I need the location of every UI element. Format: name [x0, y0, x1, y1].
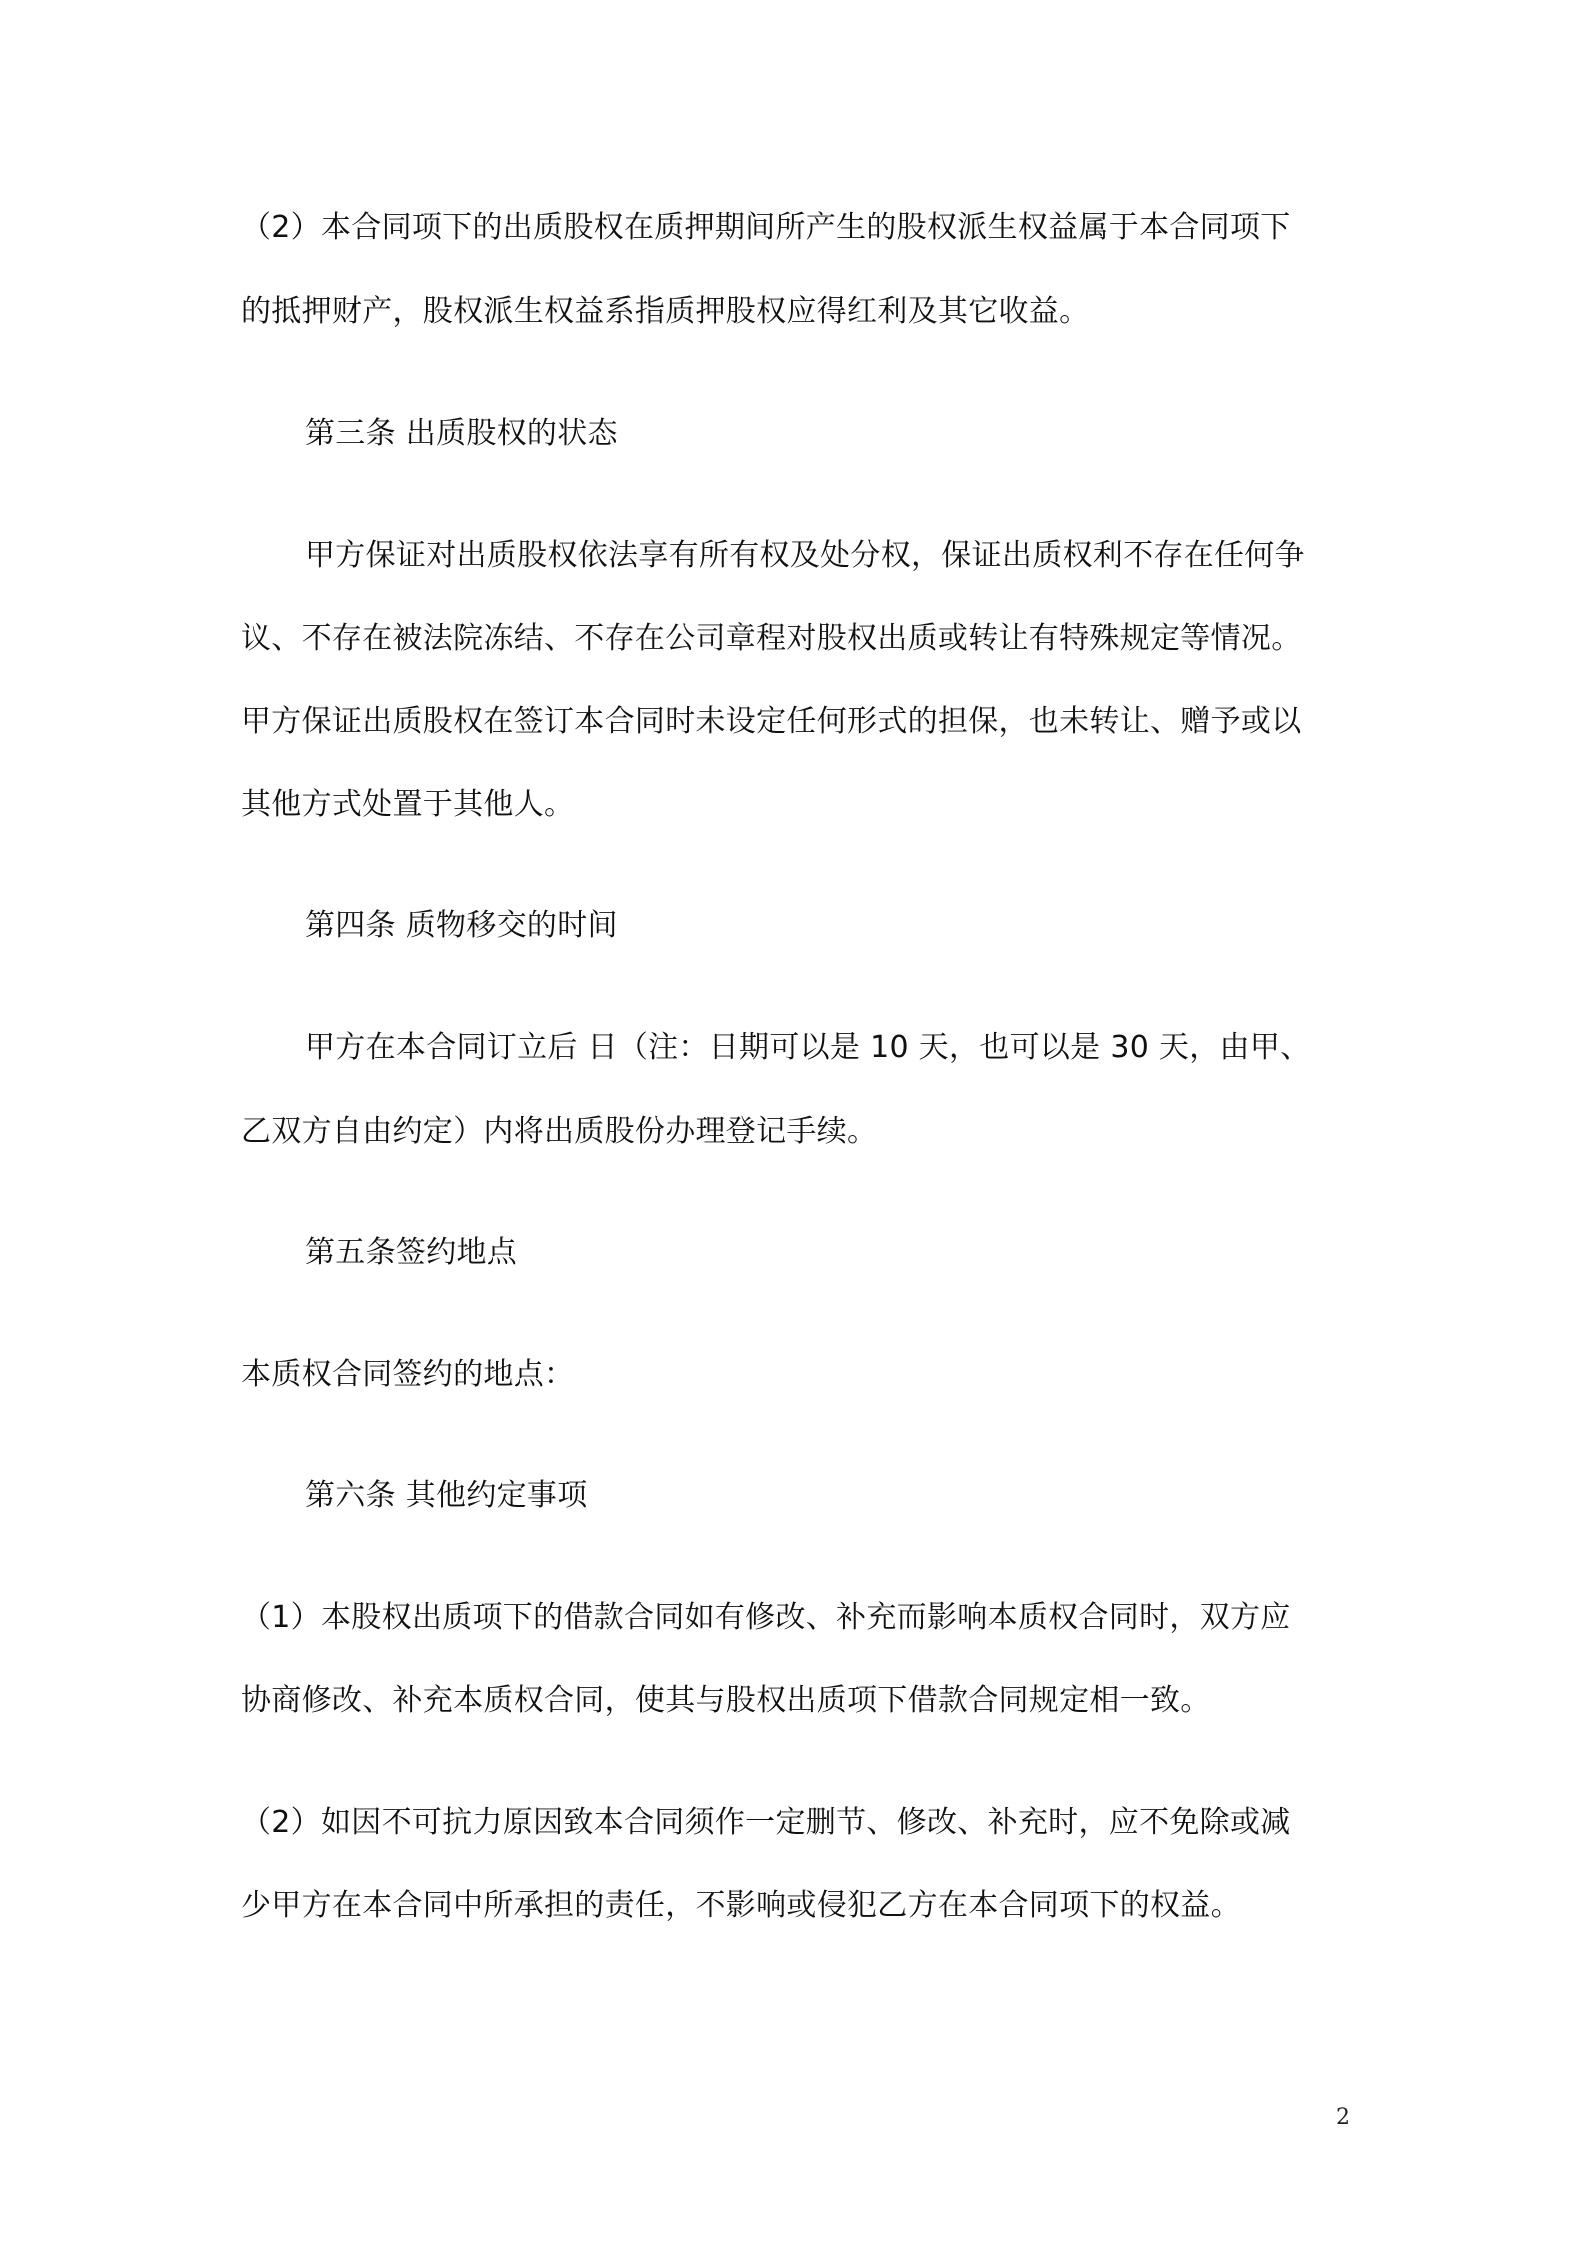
- paragraph-line: 协商修改、补充本质权合同，使其与股权出质项下借款合同规定相一致。: [241, 1683, 1211, 1718]
- paragraph-line: 本质权合同签约的地点：: [241, 1357, 575, 1392]
- paragraph-line: 其他方式处置于其他人。: [241, 787, 575, 822]
- article-heading: 第六条 其他约定事项: [305, 1478, 588, 1513]
- paragraph-line: （2）如因不可抗力原因致本合同须作一定删节、修改、补充时，应不免除或减: [241, 1805, 1291, 1840]
- paragraph-line: 乙双方自由约定）内将出质股份办理登记手续。: [241, 1114, 878, 1149]
- paragraph-line: 议、不存在被法院冻结、不存在公司章程对股权出质或转让有特殊规定等情况。: [241, 621, 1302, 656]
- paragraph-line: 少甲方在本合同中所承担的责任，不影响或侵犯乙方在本合同项下的权益。: [241, 1888, 1241, 1923]
- article-heading: 第三条 出质股权的状态: [305, 416, 618, 451]
- page-number: 2: [1336, 2105, 1350, 2130]
- paragraph-line: 甲方保证出质股权在签订本合同时未设定任何形式的担保，也未转让、赠予或以: [241, 704, 1302, 739]
- article-heading: 第四条 质物移交的时间: [305, 908, 618, 943]
- paragraph-line: 甲方保证对出质股权依法享有所有权及处分权，保证出质权利不存在任何争: [305, 538, 1305, 573]
- article-heading: 第五条签约地点: [305, 1235, 518, 1270]
- paragraph-line: （2）本合同项下的出质股权在质押期间所产生的股权派生权益属于本合同项下: [241, 210, 1291, 245]
- paragraph-line: 甲方在本合同订立后 日（注：日期可以是 10 天，也可以是 30 天，由甲、: [305, 1030, 1311, 1065]
- paragraph-line: 的抵押财产，股权派生权益系指质押股权应得红利及其它收益。: [241, 294, 1090, 329]
- paragraph-line: （1）本股权出质项下的借款合同如有修改、补充而影响本质权合同时，双方应: [241, 1600, 1291, 1635]
